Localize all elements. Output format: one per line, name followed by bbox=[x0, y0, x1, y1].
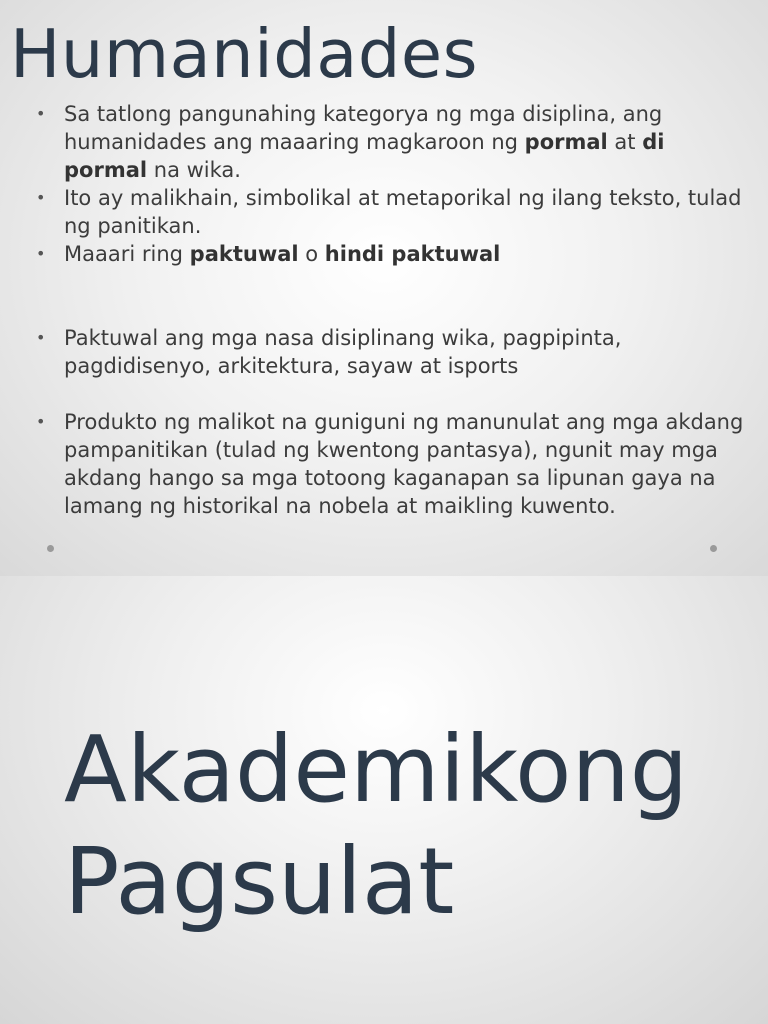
bullet-dot: • bbox=[36, 188, 46, 207]
bullet-text: Sa tatlong pangunahing kategorya ng mga disiplina, ang humanidades ang maaaring magkaroon ng bbox=[64, 102, 663, 154]
slide-big-title bbox=[64, 714, 688, 938]
bullet-item-4 bbox=[36, 324, 748, 380]
decorative-dot-left bbox=[47, 545, 54, 552]
bullet-dot: • bbox=[36, 104, 46, 123]
bullet-text: Produkto ng malikot na guniguni ng manunulat ang mga akdang pampanitikan (tulad ng kwentong pantasya), ngunit may mga akdang hango sa mga totoong kaganapan sa lipunan gaya na lamang ng historikal na nobela at maikling kuwento. bbox=[64, 410, 744, 518]
bold-term: di pormal bbox=[64, 130, 665, 182]
bullet-text: at bbox=[607, 130, 643, 154]
bold-term: hindi paktuwal bbox=[324, 242, 501, 266]
slide-title: Humanidades bbox=[10, 15, 478, 93]
bullet-text: na wika. bbox=[147, 158, 241, 182]
big-title-line-2: Pagsulat bbox=[64, 828, 455, 935]
bullet-dot: • bbox=[36, 328, 46, 347]
bullet-text: o bbox=[298, 242, 325, 266]
bullet-text: Paktuwal ang mga nasa disiplinang wika, pagpipinta, pagdidisenyo, arkitektura, sayaw at isports bbox=[64, 326, 622, 378]
bullet-item-5 bbox=[36, 408, 748, 520]
bullet-dot: • bbox=[36, 412, 46, 431]
bullet-text: Maaari ring bbox=[64, 242, 190, 266]
bullet-list bbox=[36, 100, 748, 520]
bold-term: paktuwal bbox=[189, 242, 299, 266]
big-title-line-1: Akademikong bbox=[64, 716, 689, 823]
bullet-dot: • bbox=[36, 244, 46, 263]
bullet-item-1 bbox=[36, 100, 748, 184]
bullet-item-2 bbox=[36, 184, 748, 240]
bullet-text: Ito ay malikhain, simbolikal at metaporikal ng ilang teksto, tulad ng panitikan. bbox=[64, 186, 742, 238]
bullet-item-3 bbox=[36, 240, 748, 268]
decorative-dot-right bbox=[710, 545, 717, 552]
slide-akademikong-pagsulat bbox=[0, 576, 768, 1024]
bold-term: pormal bbox=[524, 130, 608, 154]
